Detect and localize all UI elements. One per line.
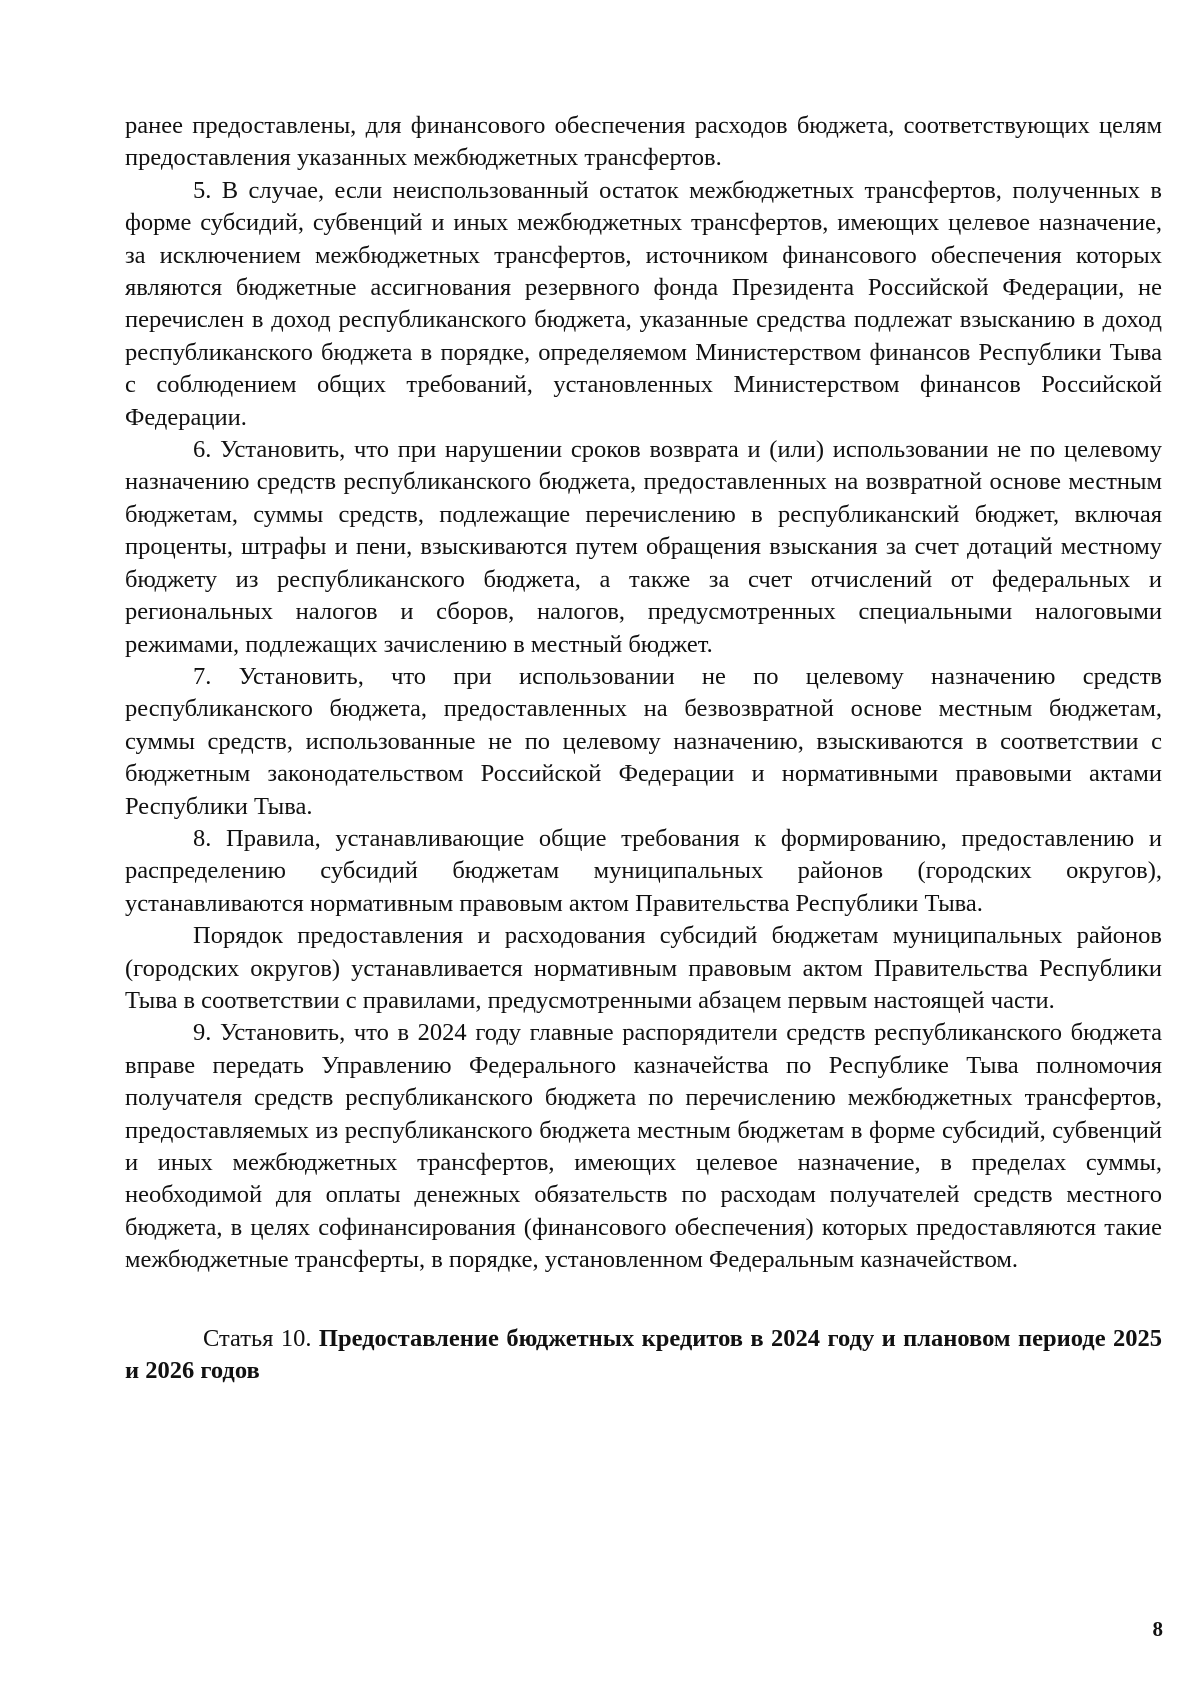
paragraph-item-5: 5. В случае, если неиспользованный остаток межбюджетных трансфертов, полученных в форме субсидий, субвенций и иных межбюджетных трансфертов, имеющих целевое назначение, за исключением межбюджетных трансфертов, источником финансового обеспечения которых являются бюджетные ассигнования резервного фонда Президента Российской Федерации, не перечислен в доход республиканского бюджета, указанные средства подлежат взысканию в доход республиканского бюджета в порядке, определяемом Министерством финансов Республики Тыва с соблюдением общих требований, установленных Министерством финансов Российской Федерации. <box>125 176 1162 431</box>
paragraph-item-6: 6. Установить, что при нарушении сроков возврата и (или) использовании не по целевому назначению средств республиканского бюджета, предоставленных на возвратной основе местным бюджетам, суммы средств, подлежащие перечислению в республиканский бюджет, включая проценты, штрафы и пени, взыскиваются путем обращения взыскания за счет дотаций местному бюджету из республиканского бюджета, а также за счет отчислений от федеральных и региональных налогов и сборов, налогов, предусмотренных специальными налоговыми режимами, подлежащих зачислению в местный бюджет. <box>125 436 1162 658</box>
article-title: Предоставление бюджетных кредитов в 2024 году и плановом периоде 2025 и 2026 годов <box>125 1324 1162 1385</box>
document-page <box>125 110 1162 1412</box>
page-number: 8 <box>1152 1617 1163 1641</box>
paragraph-item-8: 8. Правила, устанавливающие общие требования к формированию, предоставлению и распределению субсидий бюджетам муниципальных районов (городских округов), устанавливаются нормативным правовым актом Правительства Республики Тыва. <box>125 824 1162 917</box>
paragraph-continuation: ранее предоставлены, для финансового обеспечения расходов бюджета, соответствующих целям предоставления указанных межбюджетных трансфертов. <box>125 112 1162 172</box>
article-label: Статья 10. <box>203 1324 312 1352</box>
paragraph-item-8-second: Порядок предоставления и расходования субсидий бюджетам муниципальных районов (городских округов) устанавливается нормативным правовым актом Правительства Республики Тыва в соответствии с правилами, предусмотренными абзацем первым настоящей части. <box>125 922 1162 1014</box>
paragraph-item-9: 9. Установить, что в 2024 году главные распорядители средств республиканского бюджета вправе передать Управлению Федерального казначейства по Республике Тыва полномочия получателя средств республиканского бюджета по перечислению межбюджетных трансфертов, предоставляемых из республиканского бюджета местным бюджетам в форме субсидий, субвенций и иных межбюджетных трансфертов, имеющих целевое назначение, в пределах суммы, необходимой для оплаты денежных обязательств по расходам получателей средств местного бюджета, в целях софинансирования (финансового обеспечения) которых предоставляются такие межбюджетные трансферты, в порядке, установленном Федеральным казначейством. <box>125 1019 1162 1274</box>
paragraph-item-7: 7. Установить, что при использовании не по целевому назначению средств республиканского бюджета, предоставленных на безвозвратной основе местным бюджетам, суммы средств, использованные не по целевому назначению, взыскиваются в соответствии с бюджетным законодательством Российской Федерации и нормативными правовыми актами Республики Тыва. <box>125 662 1162 820</box>
article-heading <box>125 1323 1162 1388</box>
